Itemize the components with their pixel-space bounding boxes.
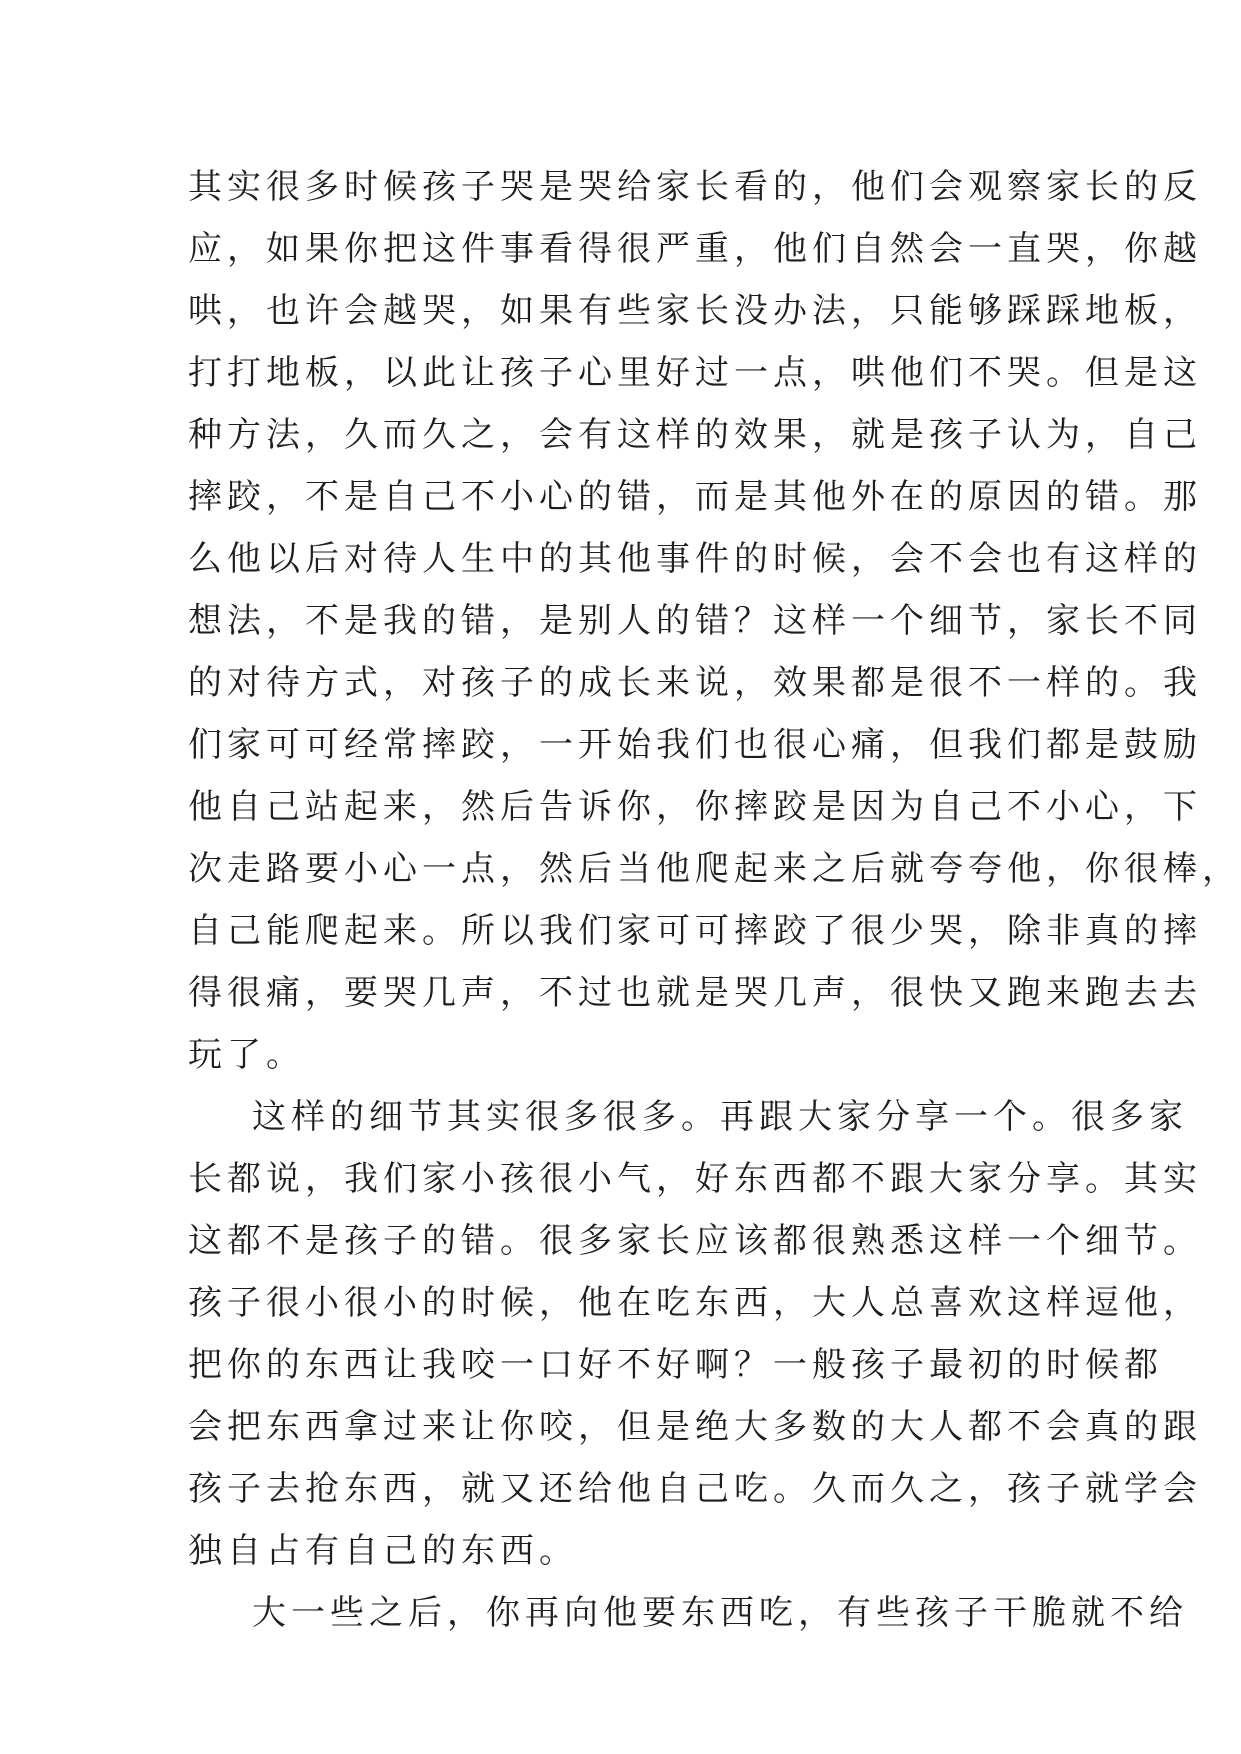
text-line: 们家可可经常摔跤，一开始我们也很心痛，但我们都是鼓励 [188, 725, 1202, 765]
text-line: 应，如果你把这件事看得很严重，他们自然会一直哭，你越 [188, 229, 1202, 269]
text-line: 玩了。 [188, 1035, 305, 1075]
text-line: 这样的细节其实很多很多。再跟大家分享一个。很多家 [252, 1097, 1188, 1137]
paragraph-2 [188, 1086, 1202, 1582]
text-line: 孩子去抢东西，就又还给他自己吃。久而久之，孩子就学会 [188, 1469, 1202, 1509]
text-line: 得很痛，要哭几声，不过也就是哭几声，很快又跑来跑去去 [188, 973, 1202, 1013]
paragraph-1 [188, 156, 1241, 1086]
text-line: 孩子很小很小的时候，他在吃东西，大人总喜欢这样逗他， [188, 1283, 1202, 1323]
paragraph-3 [188, 1582, 1188, 1644]
text-line: 把你的东西让我咬一口好不好啊？一般孩子最初的时候都 [188, 1345, 1163, 1385]
text-line: 的对待方式，对孩子的成长来说，效果都是很不一样的。我 [188, 663, 1202, 703]
text-line: 他自己站起来，然后告诉你，你摔跤是因为自己不小心，下 [188, 787, 1202, 827]
body-text [188, 156, 1241, 1644]
text-line: 独自占有自己的东西。 [188, 1531, 578, 1571]
text-line: 打打地板，以此让孩子心里好过一点，哄他们不哭。但是这 [188, 353, 1202, 393]
text-line: 想法，不是我的错，是别人的错？这样一个细节，家长不同 [188, 601, 1202, 641]
text-line: 么他以后对待人生中的其他事件的时候，会不会也有这样的 [188, 539, 1202, 579]
text-line: 种方法，久而久之，会有这样的效果，就是孩子认为，自己 [188, 415, 1202, 455]
text-line: 长都说，我们家小孩很小气，好东西都不跟大家分享。其实 [188, 1159, 1202, 1199]
text-line: 这都不是孩子的错。很多家长应该都很熟悉这样一个细节。 [188, 1221, 1202, 1261]
text-line: 其实很多时候孩子哭是哭给家长看的，他们会观察家长的反 [188, 167, 1202, 207]
text-line: 哄，也许会越哭，如果有些家长没办法，只能够踩踩地板， [188, 291, 1202, 331]
text-line: 次走路要小心一点，然后当他爬起来之后就夸夸他，你很棒， [188, 849, 1241, 889]
text-line: 自己能爬起来。所以我们家可可摔跤了很少哭，除非真的摔 [188, 911, 1202, 951]
text-line: 会把东西拿过来让你咬，但是绝大多数的大人都不会真的跟 [188, 1407, 1202, 1447]
text-line: 摔跤，不是自己不小心的错，而是其他外在的原因的错。那 [188, 477, 1202, 517]
text-line: 大一些之后，你再向他要东西吃，有些孩子干脆就不给 [252, 1593, 1188, 1633]
